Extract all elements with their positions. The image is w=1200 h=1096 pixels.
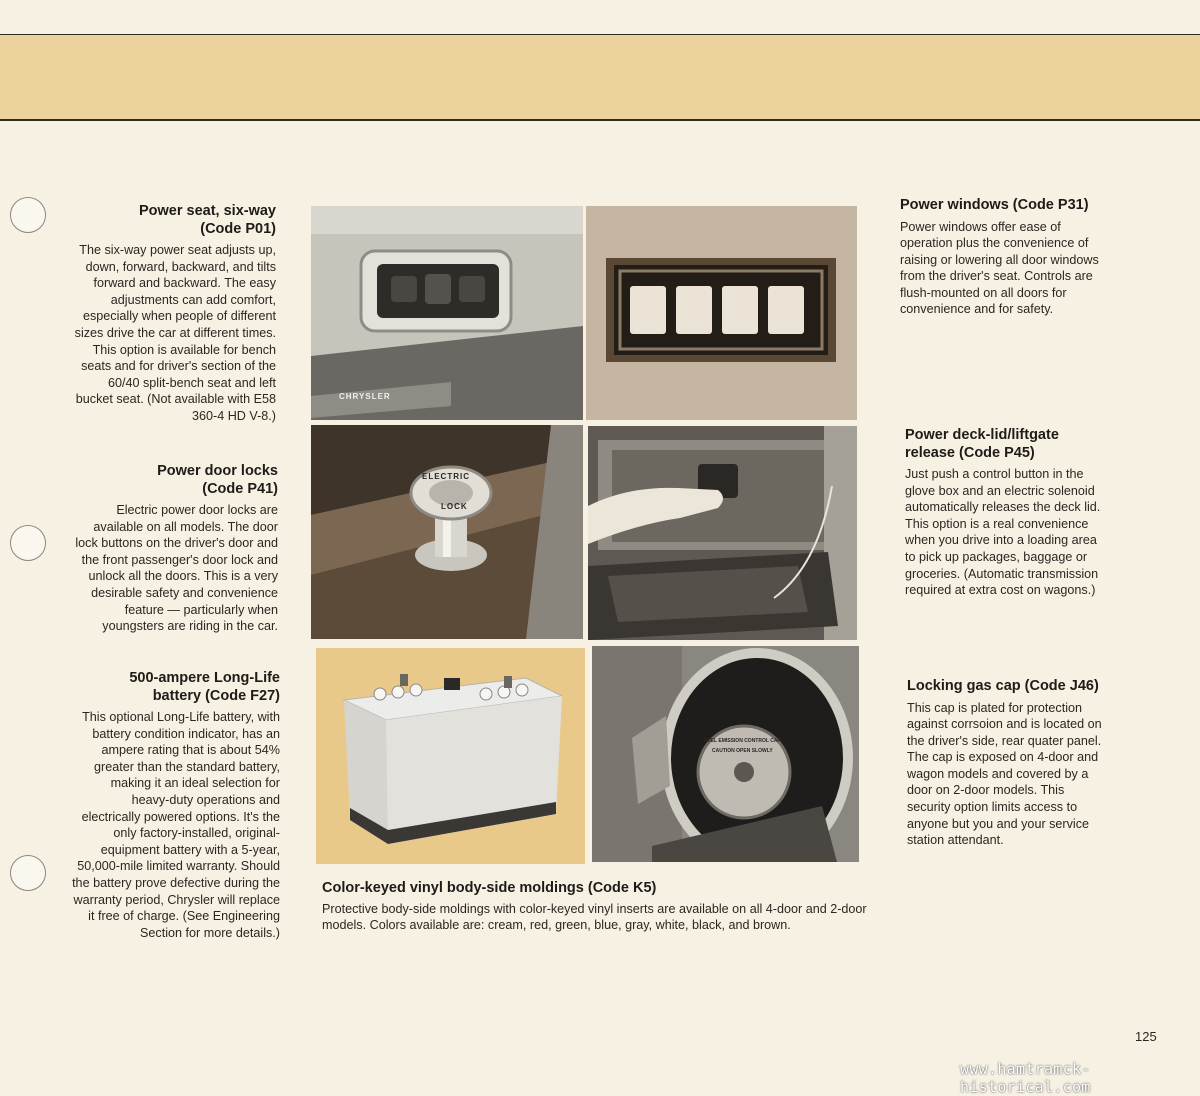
- header-bottom-rule: [0, 119, 1200, 121]
- battery-section: [70, 670, 280, 941]
- locking-gas-cap-photo: [592, 646, 859, 862]
- body-side-moldings-section: [322, 880, 867, 934]
- deck-lid-release-section: [905, 427, 1110, 599]
- binder-hole-top: [10, 197, 46, 233]
- battery-text: This optional Long-Life battery, with battery condition indicator, has an ampere rating that is about 54% greater than the standard battery, making it an ideal selection for heavy-duty operations and electrically powered options. It's the only factory-installed, original-equipment battery with a 5-year, 50,000-mile limited warranty. Should the battery prove defective during the warranty period, Chrysler will replace it free of charge. (See Engineering Section for more details.): [72, 710, 280, 940]
- body-side-moldings-text: Protective body-side moldings with color-keyed vinyl inserts are available on all 4-door and 2-door models. Colors available are: cream, red, green, blue, gray, white, black, and brown.: [322, 901, 867, 933]
- binder-hole-bottom: [10, 855, 46, 891]
- page-number: 125: [1135, 1029, 1157, 1044]
- deck-lid-release-title: Power deck-lid/liftgate release (Code P45): [905, 427, 1059, 461]
- header-band: [0, 35, 1200, 119]
- power-seat-section: [68, 203, 276, 425]
- power-windows-text: Power windows offer ease of operation plus the convenience of raising or lowering all door windows from the driver's seat. Controls are flush-mounted on all doors for convenience and for safety.: [900, 219, 1099, 317]
- door-lock-knob-photo: [311, 425, 583, 639]
- power-door-locks-text: Electric power door locks are available on all models. The door lock buttons on the driver's door and the front passenger's door lock and unlock all the doors. This is a very desirable safety and convenience feature — particularly when youngsters are riding in the car.: [75, 503, 278, 634]
- binder-hole-middle: [10, 525, 46, 561]
- gas-cap-label-mid: CAUTION OPEN SLOWLY: [712, 748, 773, 754]
- power-door-locks-title: Power door locks (Code P41): [157, 463, 278, 497]
- lock-knob-label-top: ELECTRIC: [422, 472, 470, 481]
- power-window-switch-photo: [586, 206, 857, 420]
- locking-gas-cap-text: This cap is plated for protection against corrsoion and is located on the driver's side, rear quater panel. The cap is exposed on 4-door and wagon models and covered by a door on 2-door models. This security option limits access to anyone but you and your service station attendant.: [907, 700, 1102, 848]
- battery-photo: [316, 648, 585, 864]
- locking-gas-cap-section: [907, 678, 1107, 849]
- power-door-locks-section: [68, 463, 278, 635]
- lock-knob-label-bottom: LOCK: [441, 502, 468, 511]
- locking-gas-cap-title: Locking gas cap (Code J46): [907, 678, 1099, 694]
- deck-lid-release-text: Just push a control button in the glove box and an electric solenoid automatically releases the deck lid. This option is a real convenience when you drive into a loading area to pick up packages, baggage or groceries. (Automatic transmission required at extra cost on wagons.): [905, 467, 1101, 598]
- power-windows-section: [900, 197, 1110, 318]
- battery-title: 500-ampere Long-Life battery (Code F27): [129, 670, 280, 704]
- power-windows-title: Power windows (Code P31): [900, 197, 1089, 213]
- body-side-moldings-title: Color-keyed vinyl body-side moldings (Code K5): [322, 880, 657, 896]
- power-seat-text: The six-way power seat adjusts up, down, forward, backward, and tilts forward and backward. The easy adjustments can add comfort, especially when people of different sizes drive the car at different times. This option is available for bench seats and for driver's section of the 60/40 split-bench seat and left bucket seat. (Not available with E58 360-4 HD V-8.): [74, 243, 276, 423]
- power-seat-title: Power seat, six-way (Code P01): [138, 203, 276, 237]
- watermark: www.hamtramck-historical.com: [960, 1060, 1091, 1096]
- deck-lid-release-photo: [588, 426, 857, 640]
- seat-badge-text: CHRYSLER: [339, 392, 391, 401]
- power-seat-switch-photo: [311, 206, 583, 420]
- gas-cap-label-top: FUEL EMISSION CONTROL CAP: [704, 738, 781, 744]
